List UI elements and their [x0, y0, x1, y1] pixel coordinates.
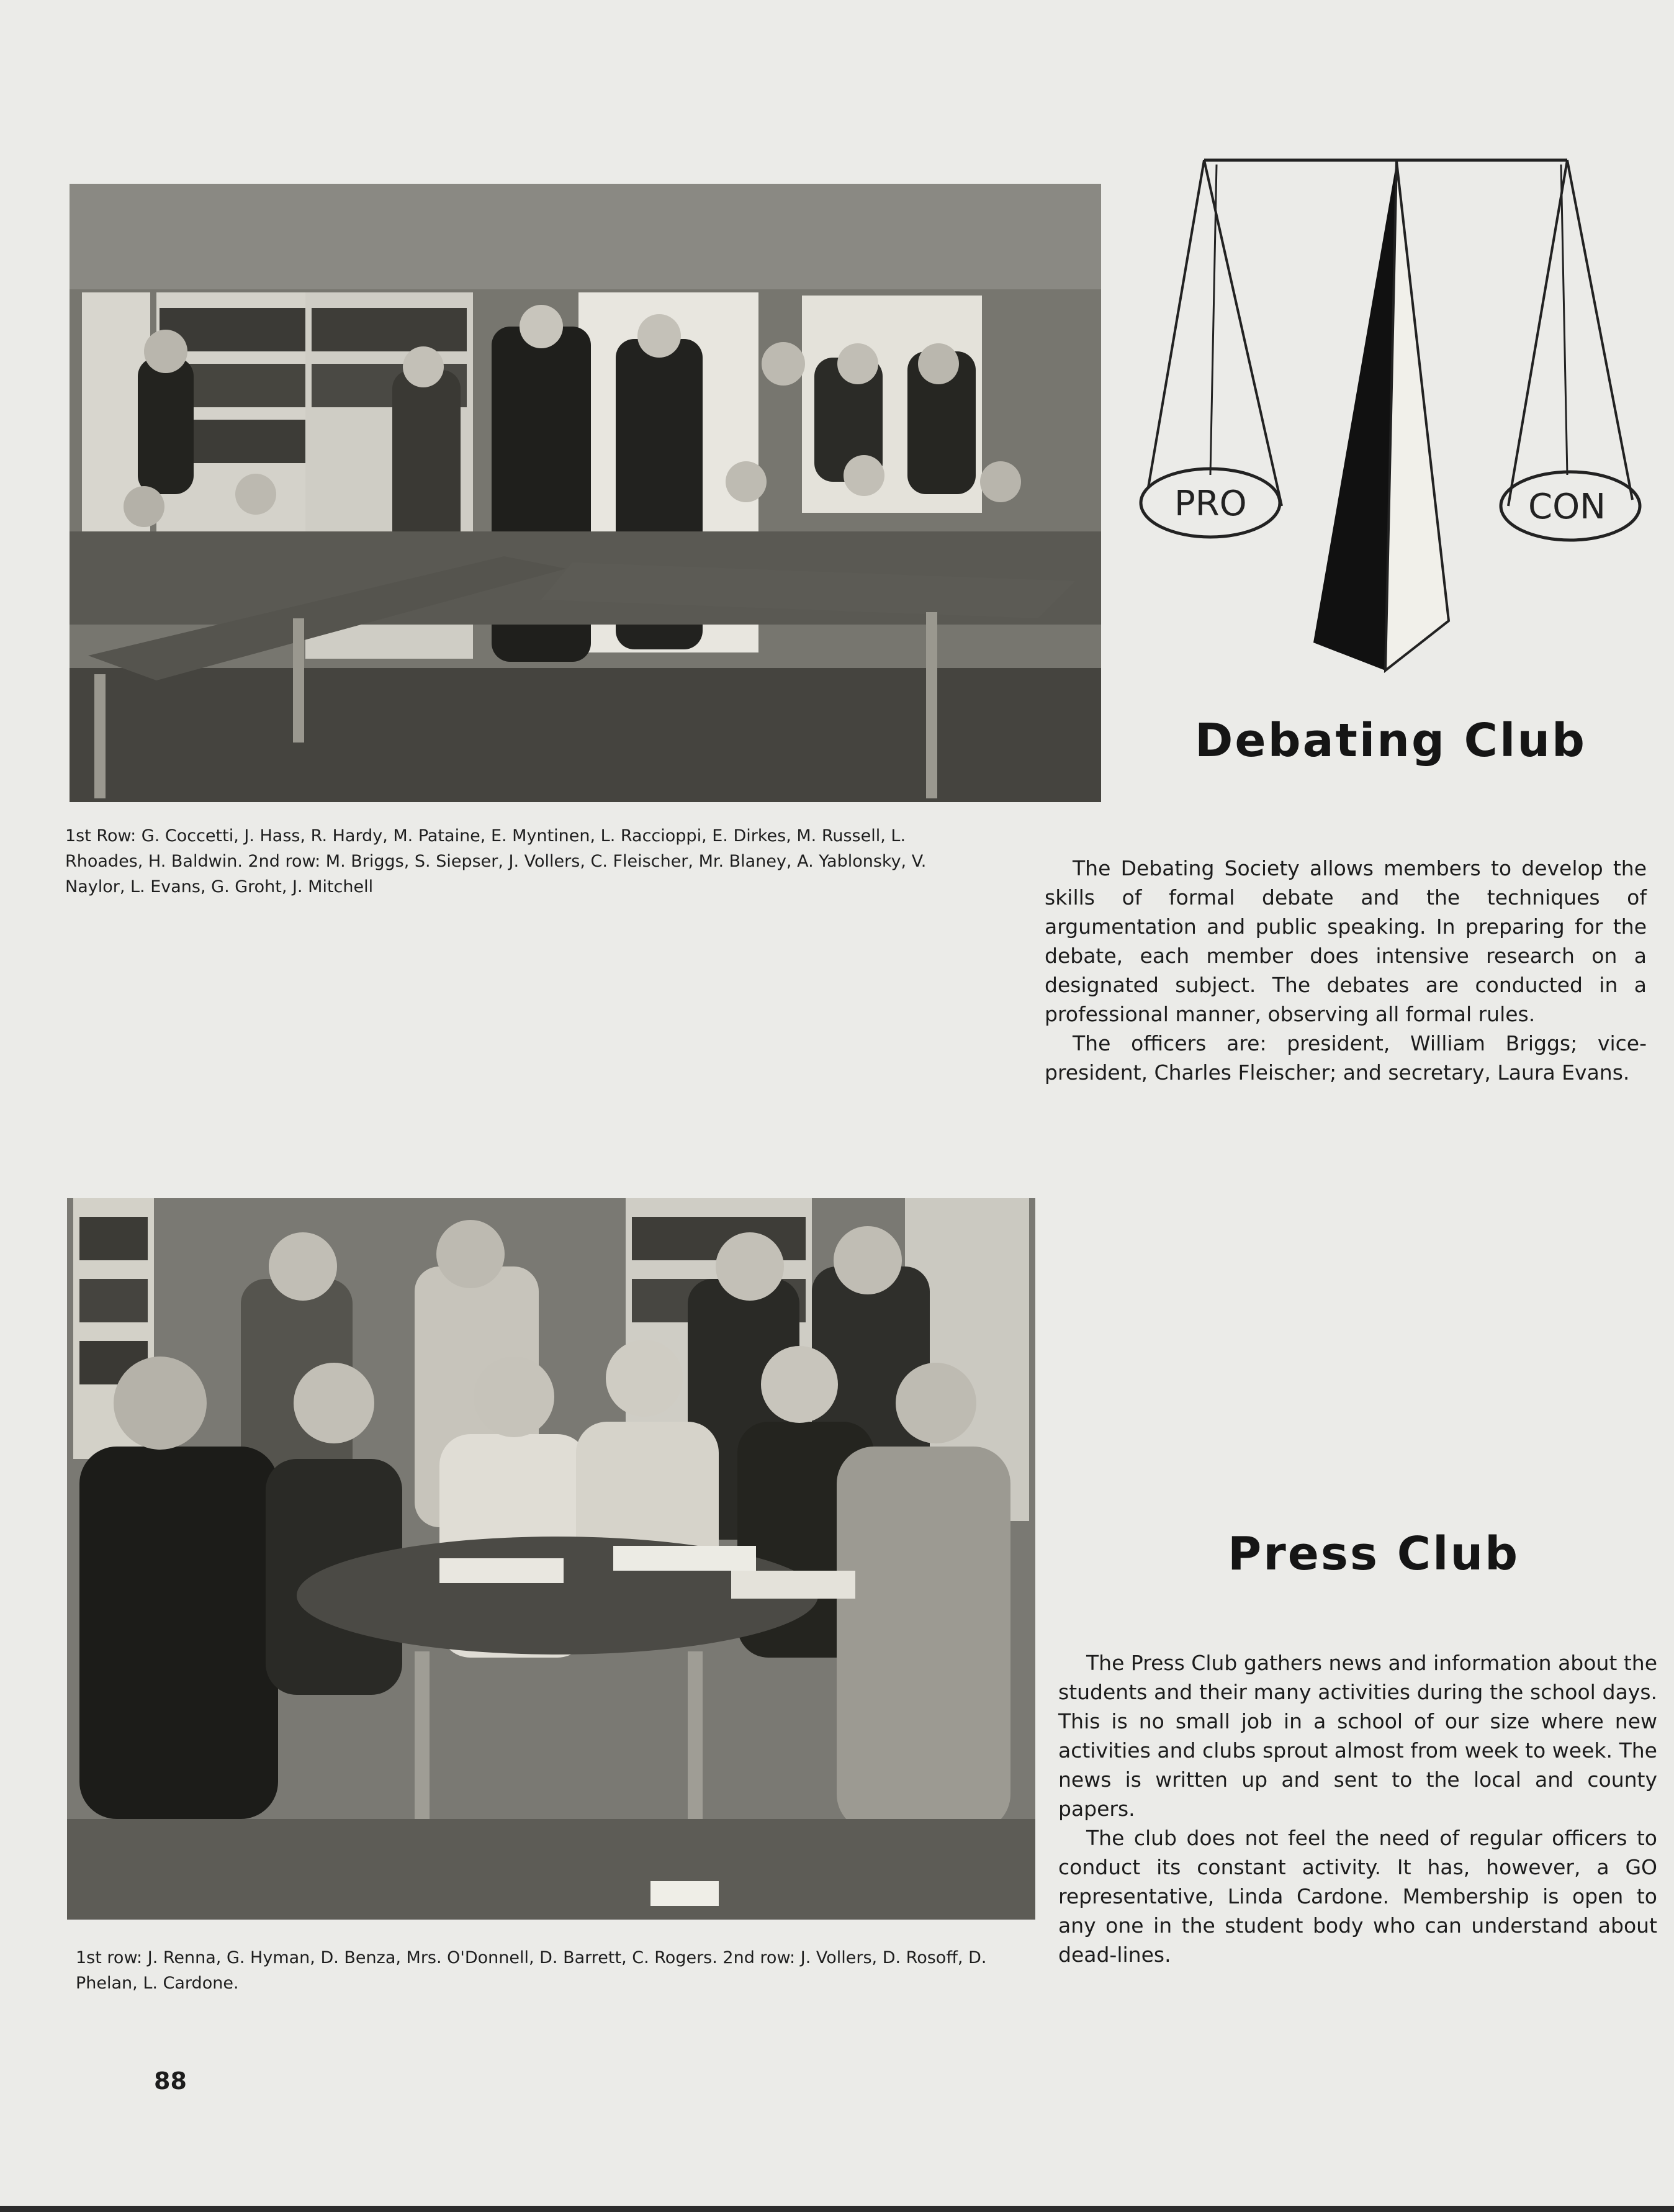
press-club-heading: Press Club [1228, 1527, 1520, 1581]
pro-label: PRO [1174, 484, 1247, 524]
debating-photo-caption [65, 823, 971, 900]
con-label: CON [1528, 487, 1606, 527]
press-paragraph-2: The club does not feel the need of regular officers to conduct its constant activity. It has, however, a GO representative, Linda Cardone. Membership is open to any one in the student body who can understand about dead-lines. [1058, 1826, 1657, 1967]
debating-photo-illustration [70, 184, 1101, 802]
press-caption-text: 1st row: J. Renna, G. Hyman, D. Benza, Mrs. O'Donnell, D. Barrett, C. Rogers. 2nd row: J. Vollers, D. Rosoff, D. Phelan, L. Cardone. [76, 1948, 987, 1993]
page-bottom-edge [0, 2206, 1674, 2212]
press-club-description [1058, 1648, 1657, 1969]
debating-caption-text: 1st Row: G. Coccetti, J. Hass, R. Hardy, M. Pataine, E. Myntinen, L. Raccioppi, E. Dirkes, M. Russell, L. Rhoades, H. Baldwin. 2nd row: M. Briggs, S. Siepser, J. Vollers, C. Fleischer, Mr. Blaney, A. Yablonsky, V. Naylor, L. Evans, G. Groht, J. Mitchell [65, 826, 927, 896]
scales-drawing [1117, 152, 1651, 686]
press-photo-caption [76, 1945, 1001, 1996]
page-number: 88 [154, 2067, 187, 2095]
debating-paragraph-1: The Debating Society allows members to develop the skills of formal debate and the techniques of argumentation and public speaking. In preparing for the debate, each member does intensive research on a designated subject. The debates are conducted in a professional manner, observing all formal rules. [1045, 856, 1647, 1026]
debating-paragraph-2: The officers are: president, William Briggs; vice-president, Charles Fleischer; and secretary, Laura Evans. [1045, 1031, 1647, 1085]
scale-pillar-light [1385, 161, 1449, 670]
press-photo-illustration [67, 1198, 1035, 1920]
press-club-photo [67, 1198, 1035, 1920]
pro-con-scales-illustration [1117, 152, 1651, 686]
debating-club-description [1045, 854, 1647, 1087]
press-paragraph-1: The Press Club gathers news and information about the students and their many activities during the school days. This is no small job in a school of our size where new activities and clubs sprout almost from week to week. The news is written up and sent to the local and county papers. [1058, 1651, 1657, 1821]
debating-club-photo [70, 184, 1101, 802]
scale-pillar-dark [1313, 161, 1397, 670]
debating-club-heading: Debating Club [1195, 714, 1586, 767]
